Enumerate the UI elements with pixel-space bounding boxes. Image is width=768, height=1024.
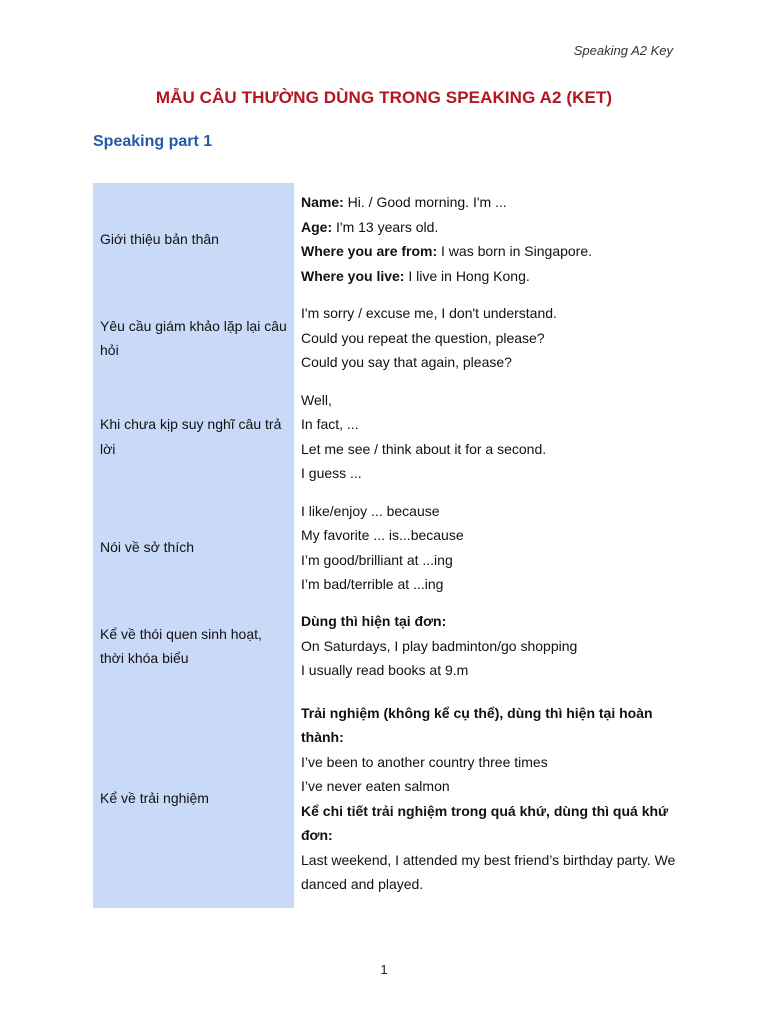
document-title: MẪU CÂU THƯỜNG DÙNG TRONG SPEAKING A2 (KET) bbox=[155, 88, 613, 107]
phrase-line: In fact, ... bbox=[301, 416, 359, 432]
phrase-line bbox=[301, 239, 683, 264]
phrase-cell bbox=[294, 492, 683, 603]
section-heading: Speaking part 1 bbox=[93, 133, 213, 150]
phrase-line: Let me see / think about it for a second. bbox=[301, 440, 547, 457]
phrase-line: I’m bad/terrible at ...ing bbox=[301, 576, 444, 592]
category-cell: Khi chưa kịp suy nghĩ câu trả lời bbox=[93, 381, 294, 492]
phrase-cell bbox=[294, 603, 683, 689]
table-row bbox=[93, 603, 683, 689]
phrase-line: On Saturdays, I play badminton/go shopping bbox=[301, 637, 578, 654]
phrase-line bbox=[301, 215, 683, 240]
phrase-line: Well, bbox=[301, 391, 332, 408]
table-row bbox=[93, 492, 683, 603]
phrase-label: Name: bbox=[301, 194, 344, 210]
phrase-line: I like/enjoy ... because bbox=[301, 502, 440, 519]
phrase-line: I'm sorry / excuse me, I don't understand. bbox=[301, 305, 557, 322]
phrase-line bbox=[301, 264, 683, 289]
phrase-line: I’ve never eaten salmon bbox=[301, 778, 450, 794]
phrase-label: Dùng thì hiện tại đơn: bbox=[301, 613, 447, 630]
category-cell: Giới thiệu bản thân bbox=[93, 183, 294, 295]
phrase-line: My favorite ... is...because bbox=[301, 527, 464, 543]
table-row bbox=[93, 381, 683, 492]
phrase-text: I live in Hong Kong. bbox=[404, 267, 530, 284]
phrase-cell bbox=[294, 295, 683, 381]
phrase-line: I’ve been to another country three times bbox=[301, 753, 548, 770]
phrase-line bbox=[301, 190, 683, 215]
category-cell: Kể về thói quen sinh hoạt, thời khóa biểu bbox=[93, 603, 294, 689]
phrase-line: I guess ... bbox=[301, 465, 362, 481]
table-row bbox=[93, 183, 683, 295]
phrase-table bbox=[93, 183, 683, 908]
phrase-cell bbox=[294, 381, 683, 492]
phrase-label: Where you live: bbox=[301, 267, 405, 284]
phrase-label: Kể chi tiết trải nghiệm trong quá khứ, dùng thì quá khứ đơn: bbox=[301, 802, 669, 843]
phrase-line: Could you say that again, please? bbox=[301, 354, 512, 371]
phrase-label: Age: bbox=[301, 218, 333, 235]
phrase-line: I usually read books at 9.m bbox=[301, 662, 469, 679]
phrase-line: Could you repeat the question, please? bbox=[301, 329, 545, 346]
phrase-text: I'm 13 years old. bbox=[332, 218, 439, 235]
phrase-cell bbox=[294, 183, 683, 295]
running-header: Speaking A2 Key bbox=[573, 43, 673, 58]
table-row bbox=[93, 689, 683, 908]
phrase-line bbox=[301, 701, 683, 750]
phrase-cell bbox=[294, 689, 683, 908]
category-cell: Kể về trải nghiệm bbox=[93, 689, 294, 908]
phrase-label: Trải nghiệm (không kể cụ thể), dùng thì hiện tại hoàn thành: bbox=[301, 704, 653, 745]
phrase-text: I was born in Singapore. bbox=[437, 243, 593, 259]
phrase-text: Hi. / Good morning. I'm ... bbox=[343, 194, 507, 210]
category-cell: Nói về sở thích bbox=[93, 492, 294, 603]
phrase-line bbox=[301, 799, 683, 848]
category-cell: Yêu cầu giám khảo lặp lại câu hỏi bbox=[93, 295, 294, 381]
phrase-label: Where you are from: bbox=[301, 243, 438, 259]
phrase-line bbox=[301, 609, 683, 634]
phrase-line: Last weekend, I attended my best friend’s birthday party. We danced and played. bbox=[301, 851, 676, 892]
table-row bbox=[93, 295, 683, 381]
phrase-line: I’m good/brilliant at ...ing bbox=[301, 551, 453, 568]
page-number: 1 bbox=[380, 962, 388, 977]
